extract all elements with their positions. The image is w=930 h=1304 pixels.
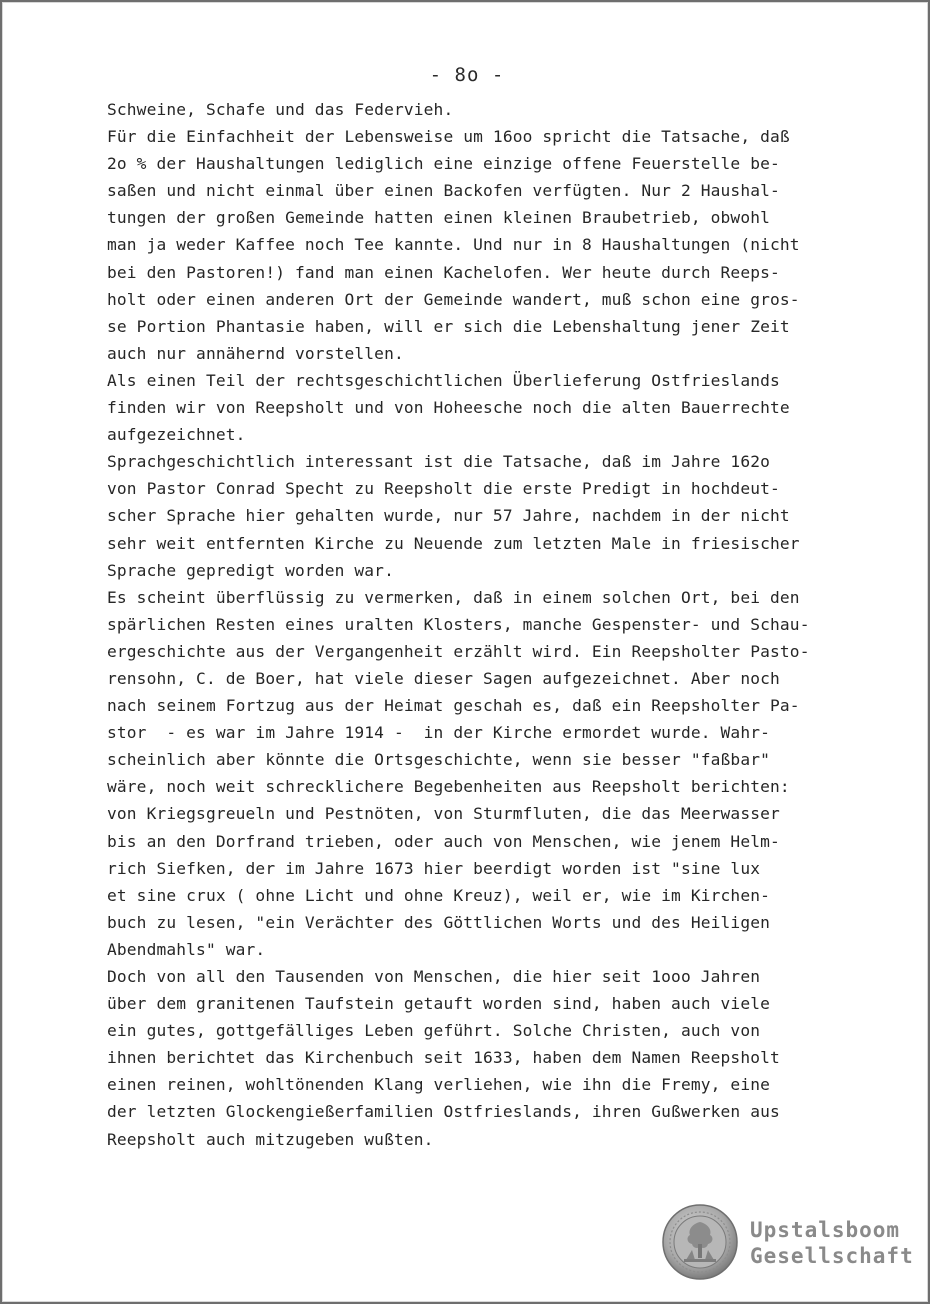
text-line: ihnen berichtet das Kirchenbuch seit 1633, haben dem Namen Reepsholt [107, 1048, 780, 1068]
text-line: ein gutes, gottgefälliges Leben geführt. Solche Christen, auch von [107, 1021, 761, 1041]
text-line: bis an den Dorfrand trieben, oder auch von Menschen, wie jenem Helm- [107, 831, 780, 851]
text-line: aufgezeichnet. [107, 425, 246, 445]
text-line: Für die Einfachheit der Lebensweise um 16oo spricht die Tatsache, daß [107, 127, 790, 147]
text-line: Sprachgeschichtlich interessant ist die Tatsache, daß im Jahre 162o [107, 452, 771, 472]
text-line: einen reinen, wohltönenden Klang verliehen, wie ihn die Fremy, eine [107, 1075, 771, 1095]
text-line: ergeschichte aus der Vergangenheit erzählt wird. Ein Reepsholter Pasto- [107, 641, 810, 661]
text-line: tungen der großen Gemeinde hatten einen kleinen Braubetrieb, obwohl [107, 208, 771, 228]
logo-name-line2: Gesellschaft [750, 1244, 914, 1268]
text-line: sehr weit entfernten Kirche zu Neuende zum letzten Male in friesischer [107, 533, 800, 553]
text-line: Reepsholt auch mitzugeben wußten. [107, 1129, 434, 1149]
text-line: scher Sprache hier gehalten wurde, nur 57 Jahre, nachdem in der nicht [107, 506, 790, 526]
text-line: von Kriegsgreueln und Pestnöten, von Sturmfluten, die das Meerwasser [107, 804, 780, 824]
text-line: nach seinem Fortzug aus der Heimat geschah es, daß ein Reepsholter Pa- [107, 696, 800, 716]
text-line: rensohn, C. de Boer, hat viele dieser Sagen aufgezeichnet. Aber noch [107, 668, 780, 688]
text-line: Abendmahls" war. [107, 939, 266, 959]
text-line: wäre, noch weit schrecklichere Begebenheiten aus Reepsholt berichten: [107, 777, 790, 797]
text-line: rich Siefken, der im Jahre 1673 hier beerdigt worden ist "sine lux [107, 858, 761, 878]
page-number: - 8o - [429, 64, 505, 86]
text-line: 2o % der Haushaltungen lediglich eine einzige offene Feuerstelle be- [107, 154, 780, 174]
text-line: auch nur annähernd vorstellen. [107, 343, 404, 363]
text-line: et sine crux ( ohne Licht und ohne Kreuz), weil er, wie im Kirchen- [107, 885, 771, 905]
text-line: Es scheint überflüssig zu vermerken, daß in einem solchen Ort, bei den [107, 587, 800, 607]
seal-icon [662, 1204, 738, 1280]
text-line: über dem granitenen Taufstein getauft worden sind, haben auch viele [107, 994, 771, 1014]
text-line: man ja weder Kaffee noch Tee kannte. Und nur in 8 Haushaltungen (nicht [107, 235, 800, 255]
text-line: der letzten Glockengießerfamilien Ostfrieslands, ihren Gußwerken aus [107, 1102, 780, 1122]
logo-name-line1: Upstalsboom [750, 1218, 901, 1242]
text-line: spärlichen Resten eines uralten Klosters, manche Gespenster- und Schau- [107, 614, 810, 634]
text-line: finden wir von Reepsholt und von Hoheesche noch die alten Bauerrechte [107, 398, 790, 418]
text-line: Schweine, Schafe und das Federvieh. [107, 100, 454, 119]
text-line: saßen und nicht einmal über einen Backofen verfügten. Nur 2 Haushal- [107, 181, 780, 201]
text-line: se Portion Phantasie haben, will er sich die Lebenshaltung jener Zeit [107, 316, 790, 336]
text-line: buch zu lesen, "ein Verächter des Göttlichen Worts und des Heiligen [107, 912, 771, 932]
text-line: scheinlich aber könnte die Ortsgeschichte, wenn sie besser "faßbar" [107, 750, 771, 770]
text-line: bei den Pastoren!) fand man einen Kachelofen. Wer heute durch Reeps- [107, 262, 780, 282]
text-line: von Pastor Conrad Specht zu Reepsholt die erste Predigt in hochdeut- [107, 479, 780, 499]
publisher-logo [662, 1204, 912, 1284]
text-line: holt oder einen anderen Ort der Gemeinde wandert, muß schon eine gros- [107, 289, 800, 309]
text-line: Doch von all den Tausenden von Menschen, die hier seit 1ooo Jahren [107, 967, 761, 986]
text-line: Sprache gepredigt worden war. [107, 560, 394, 580]
text-line: Als einen Teil der rechtsgeschichtlichen Überlieferung Ostfrieslands [107, 370, 780, 390]
body-text [107, 96, 827, 1153]
text-line: stor - es war im Jahre 1914 - in der Kirche ermordet wurde. Wahr- [107, 723, 771, 743]
